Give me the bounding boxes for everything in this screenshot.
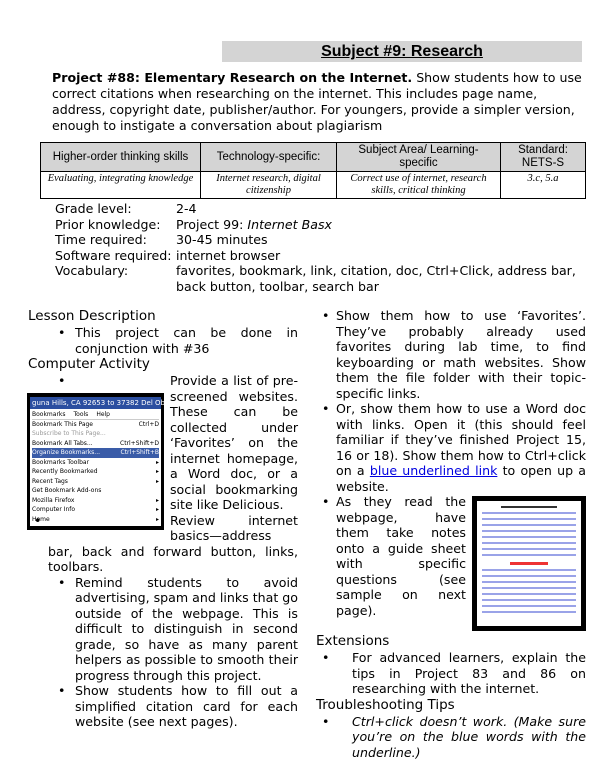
list-item: • Review internet basics—address bar, back and forward button, links, toolbars. (28, 513, 298, 575)
troubleshooting-heading: Troubleshooting Tips (316, 696, 455, 713)
list-item: • Show them how to use ‘Favorites’. They’ve probably already used favorites during lab time, to find keyboarding or math websites. Show them the file folder with their topic-specific links. (316, 308, 586, 401)
meta-value: 30-45 minutes (176, 232, 268, 247)
lesson-meta (55, 201, 586, 294)
table-cell: Correct use of internet, research skills, critical thinking (337, 172, 501, 199)
list-item (316, 401, 586, 494)
menubar-item: Bookmarks (32, 411, 66, 418)
table-header: Technology-specific: (201, 143, 337, 172)
menu-item: Bookmarks Toolbar (32, 458, 90, 466)
menu-item: Mozilla Firefox (32, 496, 75, 504)
submenu-arrow: ▸ (155, 477, 159, 485)
meta-value: internet browser (176, 247, 281, 263)
table-header: Higher-order thinking skills (41, 143, 201, 172)
project-heading: Project #88: Elementary Research on the Internet. (52, 70, 413, 85)
meta-value: 2-4 (176, 201, 197, 216)
list-item-text: to open up a website. (336, 463, 586, 494)
menu-item: Recent Tags (32, 477, 68, 485)
list-item: • Remind students to avoid advertising, spam and links that go outside of the webpage. This is difficult to distinguish in second grade, so have as many parent helpers as possible to smooth their progress through this project. (28, 575, 298, 684)
submenu-arrow: ▸ (155, 506, 159, 513)
menu-shortcut: Ctrl+D (138, 420, 159, 428)
menu-item: Recently Bookmarked (32, 468, 98, 475)
meta-label: Time required: (55, 232, 147, 247)
bookmarks-menu-screenshot (27, 393, 189, 530)
submenu-arrow: ▸ (155, 515, 159, 523)
menubar-item: Help (96, 411, 110, 418)
menu-item: Get Bookmark Add-ons (32, 487, 102, 494)
menu-item: Computer Info (32, 506, 76, 513)
meta-value: Project 99: (176, 216, 248, 232)
list-item-text: As they read the webpage, have them take notes onto a guide sheet with specific questions (see sample on next page). (336, 494, 466, 618)
list-item (28, 373, 298, 523)
right-column (316, 308, 586, 760)
list-item: • For advanced learners, explain the tips in Project 83 and 86 on researching with the internet. (316, 650, 586, 697)
page-title: Subject #9: Research (222, 41, 582, 62)
left-column (28, 308, 298, 760)
project-text: Show students how to use correct citations when researching on the internet. This includes page name, address, copyright date, publisher/author. For youngers, provide a simpler version, enough to instigate a conversation about plagiarism (52, 70, 582, 133)
table-cell: 3.c, 5.a (501, 172, 586, 199)
meta-value-italic: Internet Basx (247, 216, 332, 232)
list-item-text: Provide a list of pre-screened websites. These can be collected under ‘Favorites’ on the internet homepage, a Word doc, or a social bookmarking site like Delicious. (170, 373, 298, 512)
submenu-arrow: ▸ (155, 458, 159, 466)
list-item-text: Or, show them how to use a Word doc with links. Open it (this should feel familiar if they’ve finished Project 15, 16 or 18). Show them how to Ctrl+click on a (336, 401, 586, 478)
computer-activity-heading: Computer Activity (28, 356, 150, 372)
screenshot-titlebar: • guna Hills, CA 92653 to 37382 Del Obispo St (32, 399, 189, 407)
list-item (316, 494, 586, 618)
submenu-arrow: ▸ (155, 496, 159, 504)
menu-item: Home (32, 515, 50, 523)
project-description (52, 70, 586, 134)
menu-item: Bookmark This Page (32, 420, 93, 428)
menu-item: Organize Bookmarks... (32, 449, 101, 456)
menu-item: Bookmark All Tabs... (32, 439, 93, 447)
table-cell: Internet research, digital citizenship (201, 172, 337, 199)
meta-value: favorites, bookmark, link, citation, doc, Ctrl+Click, address bar, back button, toolbar, search bar (176, 263, 576, 294)
blue-underlined-link[interactable]: blue underlined link (369, 463, 498, 478)
table-header: Standard: NETS-S (501, 143, 586, 172)
list-item: • Ctrl+click doesn’t work. (Make sure you’re on the blue words with the underline.) (316, 714, 586, 761)
table-header: Subject Area/ Learning-specific (337, 143, 501, 172)
meta-label: Prior knowledge: (55, 216, 161, 232)
lesson-heading: Lesson Description (28, 308, 156, 324)
meta-label: Software required: (55, 247, 172, 263)
guide-sheet-thumbnail (472, 496, 586, 631)
menu-shortcut: Ctrl+Shift+B (120, 449, 159, 456)
meta-label: Vocabulary: (55, 263, 129, 278)
submenu-arrow: ▸ (155, 468, 159, 475)
two-column-body (28, 308, 586, 760)
extensions-heading: Extensions (316, 633, 390, 649)
standards-table (40, 142, 586, 199)
menu-shortcut: Ctrl+Shift+D (120, 439, 159, 447)
menu-item: Subscribe to This Page... (32, 430, 106, 437)
list-item: • This project can be done in conjunction with #36 (28, 325, 298, 356)
table-cell: Evaluating, integrating knowledge (41, 172, 201, 199)
menubar-item: Tools (73, 411, 89, 418)
list-item: • Show students how to fill out a simplified citation card for each website (see next pages). (28, 683, 298, 730)
meta-label: Grade level: (55, 201, 132, 216)
